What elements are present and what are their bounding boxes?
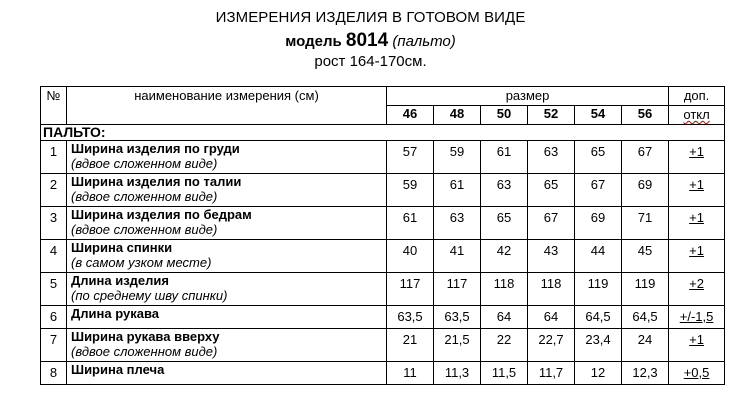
row-number: 7 xyxy=(41,329,67,362)
size-value: 57 xyxy=(387,141,434,174)
model-line xyxy=(0,30,741,52)
size-value: 23,4 xyxy=(575,329,622,362)
model-label: модель xyxy=(285,33,342,50)
table-row xyxy=(41,174,725,207)
table-row xyxy=(41,141,725,174)
measurement-name: Ширина рукава вверху xyxy=(71,329,220,344)
measurement-name-cell xyxy=(67,329,387,362)
size-value: 21 xyxy=(387,329,434,362)
size-value: 71 xyxy=(622,207,669,240)
size-value: 22,7 xyxy=(528,329,575,362)
tolerance-value: +1 xyxy=(669,174,725,207)
size-48: 48 xyxy=(434,106,481,125)
table-row xyxy=(41,306,725,329)
measurement-note: (вдвое сложенном виде) xyxy=(71,156,218,171)
height-range: рост 164-170см. xyxy=(314,53,427,70)
size-value: 63 xyxy=(481,174,528,207)
size-value: 117 xyxy=(434,273,481,306)
size-value: 63,5 xyxy=(434,306,481,329)
size-value: 63 xyxy=(528,141,575,174)
tolerance-value: +1 xyxy=(669,141,725,174)
size-value: 67 xyxy=(622,141,669,174)
measurement-name-cell xyxy=(67,141,387,174)
size-value: 61 xyxy=(434,174,481,207)
measurement-name-cell xyxy=(67,362,387,385)
size-56: 56 xyxy=(622,106,669,125)
header-size: размер xyxy=(387,87,669,106)
row-number: 4 xyxy=(41,240,67,273)
table-row xyxy=(41,240,725,273)
size-value: 45 xyxy=(622,240,669,273)
measurement-name: Ширина изделия по бедрам xyxy=(71,207,252,222)
row-number: 2 xyxy=(41,174,67,207)
size-value: 59 xyxy=(434,141,481,174)
table-row xyxy=(41,362,725,385)
model-kind: (пальто) xyxy=(392,33,456,50)
size-value: 44 xyxy=(575,240,622,273)
section-coat: ПАЛЬТО: xyxy=(41,125,725,141)
tolerance-value: +1 xyxy=(669,329,725,362)
tolerance-value: +0,5 xyxy=(669,362,725,385)
size-52: 52 xyxy=(528,106,575,125)
size-value: 63 xyxy=(434,207,481,240)
size-value: 67 xyxy=(575,174,622,207)
size-value: 12,3 xyxy=(622,362,669,385)
size-value: 24 xyxy=(622,329,669,362)
measurement-name-cell xyxy=(67,273,387,306)
measurement-name-cell xyxy=(67,174,387,207)
size-value: 21,5 xyxy=(434,329,481,362)
size-value: 118 xyxy=(481,273,528,306)
size-value: 43 xyxy=(528,240,575,273)
size-value: 11,3 xyxy=(434,362,481,385)
size-value: 22 xyxy=(481,329,528,362)
measurement-note: (в самом узком месте) xyxy=(71,255,212,270)
header-number: № xyxy=(41,87,67,125)
size-value: 64 xyxy=(481,306,528,329)
size-value: 67 xyxy=(528,207,575,240)
size-value: 64,5 xyxy=(622,306,669,329)
measurement-name-cell xyxy=(67,306,387,329)
measurement-name: Ширина изделия по талии xyxy=(71,174,242,189)
size-value: 61 xyxy=(481,141,528,174)
size-value: 11 xyxy=(387,362,434,385)
size-value: 65 xyxy=(575,141,622,174)
size-value: 64 xyxy=(528,306,575,329)
measurement-name: Ширина спинки xyxy=(71,240,173,255)
size-54: 54 xyxy=(575,106,622,125)
measurement-name-cell xyxy=(67,207,387,240)
size-50: 50 xyxy=(481,106,528,125)
size-value: 69 xyxy=(575,207,622,240)
measurement-name: Длина изделия xyxy=(71,273,169,288)
size-value: 64,5 xyxy=(575,306,622,329)
size-value: 118 xyxy=(528,273,575,306)
measurements-table xyxy=(40,86,725,385)
model-number: 8014 xyxy=(345,30,389,51)
size-value: 61 xyxy=(387,207,434,240)
size-value: 11,5 xyxy=(481,362,528,385)
size-value: 42 xyxy=(481,240,528,273)
tolerance-value: +/-1,5 xyxy=(669,306,725,329)
row-number: 5 xyxy=(41,273,67,306)
tolerance-value: +2 xyxy=(669,273,725,306)
size-value: 59 xyxy=(387,174,434,207)
tolerance-value: +1 xyxy=(669,207,725,240)
size-value: 119 xyxy=(575,273,622,306)
measurement-note: (вдвое сложенном виде) xyxy=(71,344,218,359)
table-row xyxy=(41,207,725,240)
size-value: 11,7 xyxy=(528,362,575,385)
row-number: 3 xyxy=(41,207,67,240)
document-title: ИЗМЕРЕНИЯ ИЗДЕЛИЯ В ГОТОВОМ ВИДЕ xyxy=(215,9,526,26)
size-value: 12 xyxy=(575,362,622,385)
measurement-note: (вдвое сложенном виде) xyxy=(71,189,218,204)
header-tolerance: доп. xyxy=(669,87,725,106)
size-value: 65 xyxy=(481,207,528,240)
size-46: 46 xyxy=(387,106,434,125)
row-number: 8 xyxy=(41,362,67,385)
row-number: 6 xyxy=(41,306,67,329)
size-value: 63,5 xyxy=(387,306,434,329)
size-value: 65 xyxy=(528,174,575,207)
size-value: 41 xyxy=(434,240,481,273)
header-measurement-name: наименование измерения (см) xyxy=(67,87,387,125)
measurement-note: (по среднему шву спинки) xyxy=(71,288,228,303)
measurement-note: (вдвое сложенном виде) xyxy=(71,222,218,237)
measurement-name: Длина рукава xyxy=(71,306,159,321)
measurement-name: Ширина изделия по груди xyxy=(71,141,240,156)
measurement-name-cell xyxy=(67,240,387,273)
size-value: 40 xyxy=(387,240,434,273)
tolerance-value: +1 xyxy=(669,240,725,273)
size-value: 119 xyxy=(622,273,669,306)
table-row xyxy=(41,273,725,306)
size-value: 69 xyxy=(622,174,669,207)
table-row xyxy=(41,329,725,362)
header-tolerance-2: откл xyxy=(669,106,725,125)
row-number: 1 xyxy=(41,141,67,174)
measurement-name: Ширина плеча xyxy=(71,362,165,377)
size-value: 117 xyxy=(387,273,434,306)
